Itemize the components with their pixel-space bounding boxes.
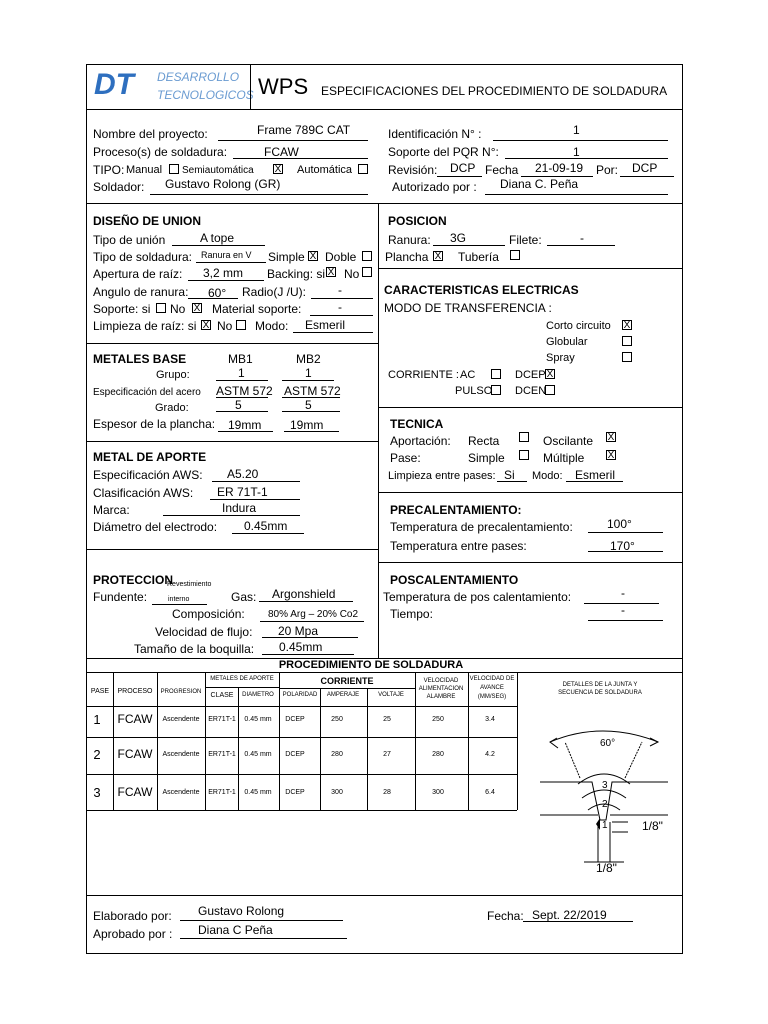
postheat-time-label: Tiempo: <box>390 607 433 621</box>
cell-diametro: 0.45 mm <box>244 789 272 796</box>
cell-polaridad: DCEP <box>285 789 305 796</box>
id-value: 1 <box>573 123 580 137</box>
cell-alimentacion: 300 <box>432 789 444 796</box>
joint-type: A tope <box>200 231 235 245</box>
tipo-semi-label: Semiautomática <box>182 165 254 176</box>
revision-label: Revisión: <box>388 163 438 177</box>
cell-avance: 6.4 <box>485 789 495 796</box>
cell-alimentacion: 280 <box>432 751 444 758</box>
authorized-label: Autorizado por : <box>392 180 477 194</box>
angle: 60° <box>208 286 227 300</box>
col-detalles-line2: SECUENCIA DE SOLDADURA <box>558 690 642 696</box>
straight-checkbox[interactable] <box>519 432 529 442</box>
company-logo: DT <box>94 68 134 101</box>
welder-label: Soldador: <box>93 180 145 194</box>
pass-multiple-checkbox[interactable]: X <box>607 450 615 461</box>
grade-mb1: 5 <box>235 398 242 412</box>
col-diametro: DIAMETRO <box>242 692 274 698</box>
nozzle: 0.45mm <box>279 640 323 654</box>
col-vel-line2: ALIMENTACION <box>418 686 464 692</box>
tipo-semi-checkbox[interactable]: X <box>274 164 282 175</box>
pulse-label: PULSO <box>455 385 493 397</box>
cell-clase: ER71T-1 <box>208 751 236 758</box>
pipe-checkbox[interactable] <box>510 250 520 260</box>
col-polaridad: POLARIDAD <box>282 692 318 698</box>
cell-proceso: FCAW <box>117 747 153 761</box>
tipo-auto-label: Automática <box>297 164 353 176</box>
footer-date: Sept. 22/2019 <box>532 908 607 922</box>
project-name-label: Nombre del proyecto: <box>93 127 208 141</box>
filler-spec: A5.20 <box>227 467 259 481</box>
filler-class: ER 71T-1 <box>217 485 268 499</box>
gap: 3,2 mm <box>203 266 244 280</box>
root-clean-mode: Esmeril <box>305 318 346 332</box>
ac-checkbox[interactable] <box>491 369 501 379</box>
cell-avance: 3.4 <box>485 716 495 723</box>
tipo-manual-checkbox[interactable] <box>169 164 179 174</box>
group-mb2: 1 <box>305 366 312 380</box>
nozzle-label: Tamaño de la boquilla: <box>134 642 255 656</box>
company-name-line1: DESARROLLO <box>157 70 240 84</box>
tipo-manual-label: Manual <box>126 164 163 176</box>
pass-simple-checkbox[interactable] <box>519 450 529 460</box>
fillet-label: Filete: <box>509 233 542 247</box>
angle-label: Angulo de ranura: <box>93 285 189 299</box>
plate-checkbox[interactable]: X <box>434 251 442 262</box>
simple-label: Simple <box>268 250 305 264</box>
made-by-label: Elaborado por: <box>93 909 172 923</box>
col-voltaje: VOLTAJE <box>378 692 404 698</box>
steel-spec-mb2: ASTM 572 <box>284 384 341 398</box>
cell-amperaje: 300 <box>331 789 343 796</box>
mb1-header: MB1 <box>228 352 253 366</box>
flow-label: Velocidad de flujo: <box>155 625 253 639</box>
root-clean-no-checkbox[interactable] <box>236 320 246 330</box>
plate-label: Plancha <box>385 250 429 264</box>
id-label: Identificación N° : <box>388 127 482 141</box>
postheat-temp: - <box>621 586 625 600</box>
radius-label: Radio(J /U): <box>242 285 307 299</box>
dcen-checkbox[interactable] <box>545 385 555 395</box>
oscillating-checkbox[interactable]: X <box>607 432 615 443</box>
dcep-checkbox[interactable]: X <box>546 369 554 380</box>
steel-spec-label: Especificación del acero <box>93 387 201 398</box>
cell-progresion: Ascendente <box>162 716 200 723</box>
groove-label: Ranura: <box>388 233 431 247</box>
cell-voltaje: 27 <box>383 751 391 758</box>
postheat-time: - <box>621 603 625 617</box>
technique-title: TECNICA <box>390 417 444 431</box>
date: 21-09-19 <box>535 161 584 175</box>
sketch-dim-height: 1/8" <box>642 819 663 833</box>
composition-label: Composición: <box>172 607 245 621</box>
cell-amperaje: 250 <box>331 716 343 723</box>
gas-label: Gas: <box>231 590 257 604</box>
joint-title: DISEÑO DE UNION <box>93 214 202 228</box>
col-proceso: PROCESO <box>117 688 153 695</box>
short-circuit-label: Corto circuito <box>546 320 611 332</box>
pulse-checkbox[interactable] <box>491 385 501 395</box>
postheat-title: POSCALENTAMIENTO <box>390 573 519 587</box>
interpass-mode-label: Modo: <box>532 470 563 482</box>
col-av-line1: VELOCIDAD DE <box>469 676 515 682</box>
revision: DCP <box>450 161 476 175</box>
interpass-mode: Esmeril <box>575 468 616 482</box>
preheat-title: PRECALENTAMIENTO: <box>390 503 522 517</box>
wps-label: WPS <box>258 74 309 99</box>
col-av-line3: (MM/SEG) <box>477 694 507 700</box>
col-progresion: PROGRESION <box>160 689 202 695</box>
interpass-clean: Si <box>504 468 515 482</box>
support-no-checkbox[interactable]: X <box>193 303 201 314</box>
backing-no-label: No <box>344 267 360 281</box>
col-amperaje: AMPERAJE <box>326 692 360 698</box>
tipo-label: TIPO: <box>93 163 125 177</box>
thickness-mb2: 19mm <box>290 418 324 432</box>
mb2-header: MB2 <box>296 352 321 366</box>
flow: 20 Mpa <box>278 624 319 638</box>
preheat-temp: 100° <box>607 517 632 531</box>
backing-no-checkbox[interactable] <box>362 267 372 277</box>
contribution-label: Aportación: <box>390 434 451 448</box>
diameter: 0.45mm <box>244 519 288 533</box>
straight-label: Recta <box>468 434 500 448</box>
project-name: Frame 789C CAT <box>257 123 351 137</box>
welder: Gustavo Rolong (GR) <box>165 177 281 191</box>
pass-multiple-label: Múltiple <box>543 451 585 465</box>
cell-polaridad: DCEP <box>285 716 305 723</box>
cell-proceso: FCAW <box>117 712 153 726</box>
made-by: Gustavo Rolong <box>198 904 285 918</box>
pqr-label: Soporte del PQR N°: <box>388 145 499 159</box>
cell-proceso: FCAW <box>117 785 153 799</box>
brand-label: Marca: <box>93 503 130 517</box>
col-pase: PASE <box>90 688 110 695</box>
col-av-line2: AVANCE <box>480 685 504 691</box>
cell-amperaje: 280 <box>331 751 343 758</box>
date-label: Fecha <box>485 163 519 177</box>
gap-label: Apertura de raíz: <box>93 267 183 281</box>
interpass-temp: 170° <box>610 539 635 553</box>
preheat-temp-label: Temperatura de precalentamiento: <box>390 520 573 534</box>
oscillating-label: Oscilante <box>543 434 594 448</box>
cell-voltaje: 25 <box>383 716 391 723</box>
col-corriente: CORRIENTE <box>320 676 374 686</box>
pass-simple-label: Simple <box>468 451 505 465</box>
col-vel-line1: VELOCIDAD <box>423 678 459 684</box>
steel-spec-mb1: ASTM 572 <box>216 384 273 398</box>
col-vel-line3: ALAMBRE <box>426 694 456 700</box>
tipo-auto-checkbox[interactable] <box>358 164 368 174</box>
doble-label: Doble <box>325 250 357 264</box>
approved-by: Diana C Peña <box>198 923 273 937</box>
cell-clase: ER71T-1 <box>208 789 236 796</box>
by-label: Por: <box>596 163 619 177</box>
brand: Indura <box>222 501 257 515</box>
filler-class-label: Clasificación AWS: <box>93 486 194 500</box>
cell-pase: 3 <box>93 785 101 800</box>
authorized: Diana C. Peña <box>500 177 579 191</box>
thickness-label: Espesor de la plancha: <box>93 417 216 431</box>
gas: Argonshield <box>272 587 336 601</box>
cell-alimentacion: 250 <box>432 716 444 723</box>
cell-voltaje: 28 <box>383 789 391 796</box>
diameter-label: Diámetro del electrodo: <box>93 520 218 534</box>
cell-diametro: 0.45 mm <box>244 716 272 723</box>
ac-label: AC <box>460 369 476 381</box>
cell-polaridad: DCEP <box>285 751 305 758</box>
pqr-value: 1 <box>573 145 580 159</box>
grade-label: Grado: <box>155 402 189 414</box>
thickness-mb1: 19mm <box>228 418 262 432</box>
fillet: - <box>580 231 584 245</box>
interpass-temp-label: Temperatura entre pases: <box>390 539 527 553</box>
cell-diametro: 0.45 mm <box>244 751 272 758</box>
current-label: CORRIENTE : <box>388 369 459 381</box>
root-clean-yes-checkbox[interactable]: X <box>202 320 210 331</box>
filler-spec-label: Especificación AWS: <box>93 468 203 482</box>
support-yes-checkbox[interactable] <box>156 303 166 313</box>
position-title: POSICION <box>388 214 447 228</box>
interpass-clean-label: Limpieza entre pases: <box>388 470 496 482</box>
process-label: Proceso(s) de soldadura: <box>93 145 228 159</box>
cell-avance: 4.2 <box>485 751 495 758</box>
flux-label: Fundente: <box>93 590 148 604</box>
sketch-pass-2: 2 <box>602 799 608 810</box>
globular-checkbox[interactable] <box>622 336 632 346</box>
footer-date-label: Fecha: <box>487 909 524 923</box>
process: FCAW <box>264 145 299 159</box>
by: DCP <box>632 161 658 175</box>
pipe-label: Tubería <box>458 250 499 264</box>
coating-line2: interno <box>168 596 190 603</box>
globular-label: Globular <box>546 336 588 348</box>
simple-checkbox[interactable]: X <box>309 251 317 262</box>
cell-pase: 1 <box>93 712 101 727</box>
postheat-temp-label: Temperatura de pos calentamiento: <box>383 590 572 604</box>
transfer-mode-title: MODO DE TRANSFERENCIA : <box>384 301 552 315</box>
root-clean-no-label: No <box>217 319 233 333</box>
col-metales: METALES DE APORTE <box>210 676 274 682</box>
support-material-label: Material soporte: <box>212 302 302 316</box>
dcep-label: DCEP <box>515 369 546 381</box>
base-metals-title: METALES BASE <box>93 352 187 366</box>
pass-label: Pase: <box>390 451 421 465</box>
dcen-label: DCEN <box>515 385 547 397</box>
filler-title: METAL DE APORTE <box>93 450 207 464</box>
backing-label: Backing: si <box>267 267 326 281</box>
root-clean-label: Limpieza de raíz: si <box>93 319 197 333</box>
groove: 3G <box>450 231 467 245</box>
page-title: ESPECIFICACIONES DEL PROCEDIMIENTO DE SOLDADURA <box>321 84 668 98</box>
grade-mb2: 5 <box>305 398 312 412</box>
root-clean-mode-label: Modo: <box>255 319 289 333</box>
protection-title: PROTECCION <box>93 573 174 587</box>
doble-checkbox[interactable] <box>362 251 372 261</box>
electrical-title: CARACTERISTICAS ELECTRICAS <box>384 283 579 297</box>
group-mb1: 1 <box>238 366 245 380</box>
weld-type-label: Tipo de soldadura: <box>93 250 192 264</box>
col-detalles-line1: DETALLES DE LA JUNTA Y <box>562 682 638 688</box>
support-no-label: No <box>170 302 186 316</box>
spray-label: Spray <box>546 352 575 364</box>
procedure-title: PROCEDIMIENTO DE SOLDADURA <box>278 659 464 671</box>
backing-yes-checkbox[interactable]: X <box>327 267 335 278</box>
cell-pase: 2 <box>93 747 101 762</box>
col-clase: CLASE <box>210 692 234 699</box>
group-label: Grupo: <box>156 369 190 381</box>
company-name-line2: TECNOLOGICOS <box>157 88 254 102</box>
sketch-dim-gap: 1/8" <box>596 861 617 875</box>
sketch-angle: 60° <box>600 738 616 749</box>
cell-clase: ER71T-1 <box>208 716 236 723</box>
cell-progresion: Ascendente <box>162 789 200 796</box>
spray-checkbox[interactable] <box>622 352 632 362</box>
approved-by-label: Aprobado por : <box>93 927 173 941</box>
short-circuit-checkbox[interactable]: X <box>623 320 631 331</box>
support-material: - <box>338 300 342 314</box>
composition: 80% Arg – 20% Co2 <box>268 609 359 620</box>
sketch-pass-3: 3 <box>602 780 608 791</box>
joint-type-label: Tipo de unión <box>93 233 166 247</box>
sketch-pass-1: 1 <box>602 820 608 831</box>
coating-line1: Revestimiento <box>167 581 212 588</box>
weld-type: Ranura en V <box>201 250 252 260</box>
radius: - <box>338 283 342 297</box>
cell-progresion: Ascendente <box>162 751 200 758</box>
support-label: Soporte: si <box>93 302 151 316</box>
